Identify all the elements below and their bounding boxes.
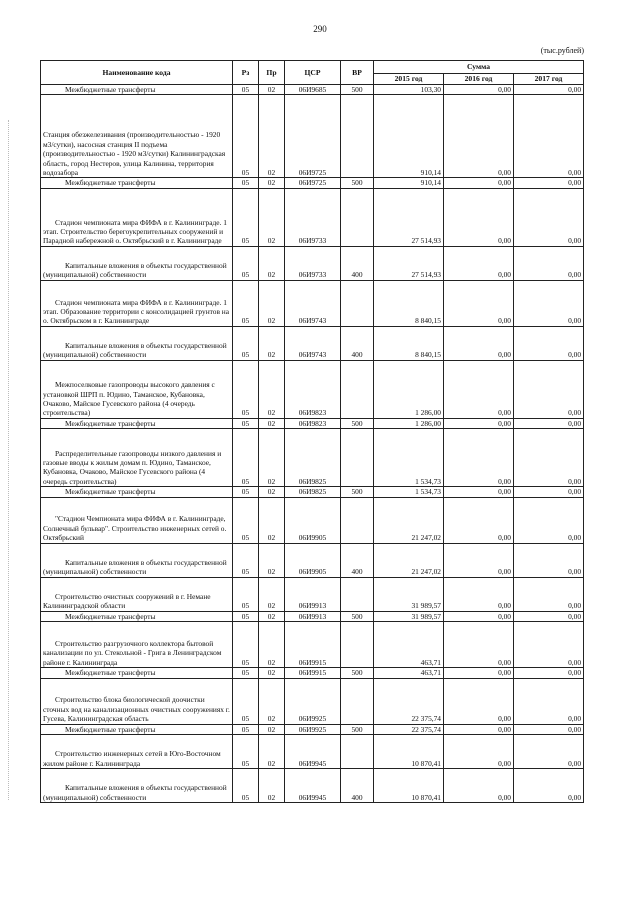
cell-csr: 06И9733 [285, 246, 341, 280]
table-row [41, 668, 584, 678]
cell-csr: 06И9823 [285, 418, 341, 428]
cell-vr [341, 95, 374, 178]
cell-rz: 05 [233, 178, 259, 188]
table-row [41, 326, 584, 360]
table-row [41, 280, 584, 326]
table-row [41, 360, 584, 418]
cell-y2015: 1 286,00 [374, 360, 444, 418]
cell-vr: 500 [341, 611, 374, 621]
cell-rz: 05 [233, 497, 259, 543]
cell-csr: 06И9725 [285, 95, 341, 178]
cell-y2015: 8 840,15 [374, 326, 444, 360]
cell-y2015: 910,14 [374, 95, 444, 178]
cell-y2015: 31 989,57 [374, 611, 444, 621]
header-2015: 2015 год [374, 74, 444, 85]
cell-y2017: 0,00 [514, 95, 584, 178]
cell-y2016: 0,00 [444, 487, 514, 497]
cell-pr: 02 [259, 246, 285, 280]
cell-y2015: 22 375,74 [374, 724, 444, 734]
cell-name: Межбюджетные трансферты [41, 487, 233, 497]
cell-name: Распределительные газопроводы низкого давления и газовые вводы к жилым домам п. Юдино, Таманское, Кубановка, Очаково, Майское Гусевского района (4 очередь строительства) [41, 429, 233, 487]
cell-csr: 06И9915 [285, 668, 341, 678]
table-row [41, 611, 584, 621]
cell-csr: 06И9945 [285, 769, 341, 803]
cell-y2015: 10 870,41 [374, 735, 444, 769]
cell-y2017: 0,00 [514, 487, 584, 497]
cell-csr: 06И9685 [285, 85, 341, 95]
cell-y2016: 0,00 [444, 418, 514, 428]
table-row [41, 724, 584, 734]
cell-y2017: 0,00 [514, 497, 584, 543]
cell-vr: 500 [341, 85, 374, 95]
cell-y2016: 0,00 [444, 769, 514, 803]
cell-rz: 05 [233, 246, 259, 280]
cell-y2015: 21 247,02 [374, 543, 444, 577]
cell-rz: 05 [233, 668, 259, 678]
cell-name: Строительство блока биологической доочистки сточных вод на канализационных очистных сооружениях г. Гусева, Калининградская область [41, 678, 233, 724]
cell-vr: 500 [341, 418, 374, 428]
cell-vr [341, 360, 374, 418]
cell-rz: 05 [233, 622, 259, 668]
cell-pr: 02 [259, 735, 285, 769]
cell-pr: 02 [259, 326, 285, 360]
cell-y2017: 0,00 [514, 668, 584, 678]
cell-y2017: 0,00 [514, 577, 584, 611]
cell-vr [341, 622, 374, 668]
cell-vr [341, 577, 374, 611]
cell-y2015: 1 286,00 [374, 418, 444, 428]
table-row [41, 577, 584, 611]
cell-y2017: 0,00 [514, 280, 584, 326]
cell-y2015: 463,71 [374, 622, 444, 668]
cell-name: Межбюджетные трансферты [41, 611, 233, 621]
table-row [41, 487, 584, 497]
cell-rz: 05 [233, 326, 259, 360]
cell-y2017: 0,00 [514, 769, 584, 803]
cell-csr: 06И9823 [285, 360, 341, 418]
cell-pr: 02 [259, 418, 285, 428]
cell-y2016: 0,00 [444, 735, 514, 769]
cell-y2017: 0,00 [514, 543, 584, 577]
cell-y2015: 1 534,73 [374, 429, 444, 487]
cell-vr [341, 678, 374, 724]
cell-y2016: 0,00 [444, 360, 514, 418]
cell-pr: 02 [259, 360, 285, 418]
cell-pr: 02 [259, 668, 285, 678]
table-body [41, 85, 584, 803]
cell-pr: 02 [259, 429, 285, 487]
cell-y2016: 0,00 [444, 678, 514, 724]
cell-pr: 02 [259, 678, 285, 724]
cell-y2016: 0,00 [444, 622, 514, 668]
cell-vr: 500 [341, 178, 374, 188]
cell-y2015: 22 375,74 [374, 678, 444, 724]
cell-name: Межбюджетные трансферты [41, 724, 233, 734]
page-number: 290 [313, 24, 327, 34]
cell-y2016: 0,00 [444, 178, 514, 188]
cell-y2015: 463,71 [374, 668, 444, 678]
cell-name: Капитальные вложения в объекты государственной (муниципальной) собственности [41, 246, 233, 280]
cell-y2017: 0,00 [514, 188, 584, 246]
cell-csr: 06И9905 [285, 543, 341, 577]
cell-name: Межбюджетные трансферты [41, 85, 233, 95]
cell-rz: 05 [233, 611, 259, 621]
cell-rz: 05 [233, 678, 259, 724]
cell-vr: 500 [341, 724, 374, 734]
cell-vr [341, 497, 374, 543]
table-row [41, 95, 584, 178]
cell-name: Строительство очистных сооружений в г. Немане Калининградской области [41, 577, 233, 611]
cell-pr: 02 [259, 622, 285, 668]
cell-name: Станция обезжелезивания (производительностью - 1920 м3/сутки), насосная станция II подъема (производительностью - 1920 м3/сутки) Калининградская область, город Нестеров, улица Калинина, территория водозабора [41, 95, 233, 178]
cell-name: "Стадион Чемпионата мира ФИФА в г. Калининграде, Солнечный бульвар". Строительство инженерных сетей о. Октябрьский [41, 497, 233, 543]
cell-rz: 05 [233, 769, 259, 803]
cell-vr [341, 429, 374, 487]
cell-y2017: 0,00 [514, 429, 584, 487]
cell-vr: 500 [341, 668, 374, 678]
cell-csr: 06И9825 [285, 487, 341, 497]
cell-vr: 400 [341, 246, 374, 280]
cell-csr: 06И9913 [285, 577, 341, 611]
cell-rz: 05 [233, 543, 259, 577]
cell-pr: 02 [259, 280, 285, 326]
cell-y2017: 0,00 [514, 678, 584, 724]
cell-y2015: 1 534,73 [374, 487, 444, 497]
table-row [41, 246, 584, 280]
cell-y2017: 0,00 [514, 326, 584, 360]
cell-vr [341, 188, 374, 246]
cell-y2017: 0,00 [514, 360, 584, 418]
cell-pr: 02 [259, 95, 285, 178]
cell-pr: 02 [259, 724, 285, 734]
cell-y2016: 0,00 [444, 95, 514, 178]
header-vr: ВР [341, 61, 374, 85]
cell-csr: 06И9945 [285, 735, 341, 769]
cell-csr: 06И9743 [285, 280, 341, 326]
cell-y2015: 103,30 [374, 85, 444, 95]
cell-rz: 05 [233, 577, 259, 611]
cell-name: Стадион чемпионата мира ФИФА в г. Калининграде. 1 этап. Образование территории с консолидацией грунтов на о. Октябрьском в г. Калининграде [41, 280, 233, 326]
cell-y2016: 0,00 [444, 724, 514, 734]
cell-y2016: 0,00 [444, 246, 514, 280]
cell-name: Строительство инженерных сетей в Юго-Восточном жилом районе г. Калининграда [41, 735, 233, 769]
cell-rz: 05 [233, 360, 259, 418]
cell-pr: 02 [259, 769, 285, 803]
cell-pr: 02 [259, 188, 285, 246]
cell-csr: 06И9925 [285, 678, 341, 724]
cell-y2017: 0,00 [514, 246, 584, 280]
cell-pr: 02 [259, 178, 285, 188]
cell-rz: 05 [233, 280, 259, 326]
cell-rz: 05 [233, 95, 259, 178]
binding-edge-marks [8, 120, 11, 800]
cell-name: Капитальные вложения в объекты государственной (муниципальной) собственности [41, 326, 233, 360]
header-2016: 2016 год [444, 74, 514, 85]
cell-csr: 06И9925 [285, 724, 341, 734]
table-row [41, 678, 584, 724]
header-name: Наименование кода [41, 61, 233, 85]
cell-y2016: 0,00 [444, 280, 514, 326]
cell-y2016: 0,00 [444, 611, 514, 621]
cell-y2017: 0,00 [514, 418, 584, 428]
cell-pr: 02 [259, 543, 285, 577]
cell-y2015: 10 870,41 [374, 769, 444, 803]
cell-vr: 400 [341, 543, 374, 577]
table-row [41, 622, 584, 668]
cell-y2016: 0,00 [444, 85, 514, 95]
cell-y2015: 8 840,15 [374, 280, 444, 326]
table-row [41, 543, 584, 577]
cell-vr [341, 735, 374, 769]
cell-rz: 05 [233, 429, 259, 487]
cell-rz: 05 [233, 188, 259, 246]
cell-vr [341, 280, 374, 326]
cell-y2017: 0,00 [514, 85, 584, 95]
cell-y2016: 0,00 [444, 326, 514, 360]
cell-pr: 02 [259, 85, 285, 95]
table-row [41, 735, 584, 769]
table-row [41, 497, 584, 543]
cell-name: Межбюджетные трансферты [41, 668, 233, 678]
cell-name: Стадион чемпионата мира ФИФА в г. Калининграде. 1 этап. Строительство берегоукрепительных сооружений и Парадной набережной о. Октябрьский в г. Калининграде [41, 188, 233, 246]
cell-name: Строительство разгрузочного коллектора бытовой канализации по ул. Стекольной - Грига в Ленинградском районе г. Калининграда [41, 622, 233, 668]
cell-y2015: 31 989,57 [374, 577, 444, 611]
cell-y2015: 21 247,02 [374, 497, 444, 543]
table-header [41, 61, 584, 85]
cell-y2015: 910,14 [374, 178, 444, 188]
cell-y2017: 0,00 [514, 724, 584, 734]
cell-vr: 500 [341, 487, 374, 497]
cell-rz: 05 [233, 85, 259, 95]
cell-name: Капитальные вложения в объекты государственной (муниципальной) собственности [41, 543, 233, 577]
cell-y2015: 27 514,93 [374, 188, 444, 246]
table-row [41, 188, 584, 246]
cell-name: Межпоселковые газопроводы высокого давления с установкой ШРП п. Юдино, Таманское, Кубановка, Очаково, Майское Гусевского района (4 очередь строительства) [41, 360, 233, 418]
cell-pr: 02 [259, 497, 285, 543]
header-sum: Сумма [374, 61, 584, 74]
cell-csr: 06И9905 [285, 497, 341, 543]
cell-name: Межбюджетные трансферты [41, 178, 233, 188]
cell-y2016: 0,00 [444, 577, 514, 611]
header-2017: 2017 год [514, 74, 584, 85]
cell-pr: 02 [259, 611, 285, 621]
header-rz: Рз [233, 61, 259, 85]
cell-name: Межбюджетные трансферты [41, 418, 233, 428]
cell-y2016: 0,00 [444, 497, 514, 543]
cell-csr: 06И9725 [285, 178, 341, 188]
cell-y2017: 0,00 [514, 178, 584, 188]
cell-y2016: 0,00 [444, 543, 514, 577]
cell-y2016: 0,00 [444, 188, 514, 246]
cell-y2017: 0,00 [514, 735, 584, 769]
cell-rz: 05 [233, 487, 259, 497]
cell-y2017: 0,00 [514, 611, 584, 621]
table-row [41, 178, 584, 188]
units-label: (тыс.рублей) [540, 46, 584, 55]
cell-rz: 05 [233, 724, 259, 734]
cell-y2017: 0,00 [514, 622, 584, 668]
cell-rz: 05 [233, 418, 259, 428]
cell-name: Капитальные вложения в объекты государственной (муниципальной) собственности [41, 769, 233, 803]
cell-csr: 06И9913 [285, 611, 341, 621]
cell-csr: 06И9915 [285, 622, 341, 668]
table-row [41, 418, 584, 428]
cell-pr: 02 [259, 487, 285, 497]
cell-y2016: 0,00 [444, 429, 514, 487]
cell-csr: 06И9743 [285, 326, 341, 360]
cell-y2015: 27 514,93 [374, 246, 444, 280]
budget-table [40, 60, 584, 803]
cell-y2016: 0,00 [444, 668, 514, 678]
table-row [41, 85, 584, 95]
header-pr: Пр [259, 61, 285, 85]
cell-rz: 05 [233, 735, 259, 769]
cell-csr: 06И9825 [285, 429, 341, 487]
table-row [41, 769, 584, 803]
cell-vr: 400 [341, 326, 374, 360]
cell-vr: 400 [341, 769, 374, 803]
cell-csr: 06И9733 [285, 188, 341, 246]
header-csr: ЦСР [285, 61, 341, 85]
table-row [41, 429, 584, 487]
cell-pr: 02 [259, 577, 285, 611]
